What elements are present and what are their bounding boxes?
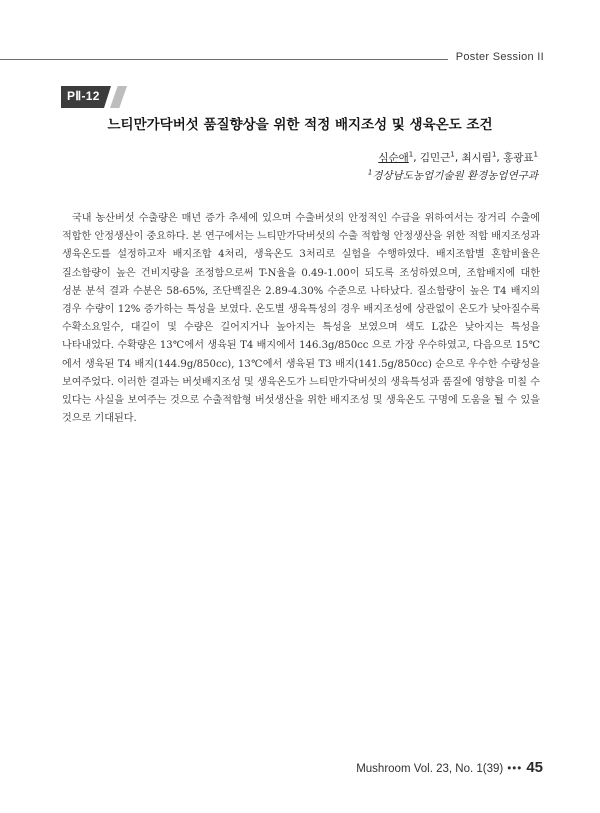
journal-citation: Mushroom Vol. 23, No. 1(39) [356,763,504,775]
section-header: Poster Session II [455,51,544,63]
page-footer [356,759,543,777]
author: 최시림 [461,152,492,164]
affiliation-mark: 1 [367,168,373,177]
author-list: 심순애$^1$, 김민근$^1$, 최시림$^1$, 홍광표$^1$ [378,150,538,164]
footer-dots: ••• [507,763,523,775]
author-affiliation-mark: 1 [408,150,414,159]
paper-code-badge [61,86,127,108]
page-number: 45 [526,759,543,776]
paper-title: 느티만가닥버섯 품질향상을 위한 적정 배지조성 및 생육온도 조건 [107,117,493,133]
author: 김민근 [419,152,451,164]
author-affiliation-mark: 1 [491,150,497,159]
author: 홍광표 [503,152,534,164]
author-affiliation-mark: 1 [450,150,455,159]
author-presenter: 심순애 [378,152,409,164]
abstract-body: 국내 농산버섯 수출량은 매년 증가 추세에 있으며 수출버섯의 안정적인 수급을 위하여서는 장거리 수출에 적합한 안정생산이 중요하다. 본 연구에서는 느티만가닥버섯의 수출 적합형 안정생산을 위한 적합 배지조성과 생육온도를 설정하고자 배지조합 4처리, 생육온도 3처리로 실험을 수행하였다. 배지조합별 혼합비율은 질소함량이 높은 건비지량을 조정함으로써 T-N율을 0.49-1.00이 되도록 조성하였으며, 조합배지에 대한 성분 분석 결과 수분은 58-65%, 조단백질은 2.89-4.30% 수준으로 나타났다. 질소함량이 높은 T4 배지의 경우 수량이 12% 증가하는 특성을 보였다. 온도별 생육특성의 경우 배지조성에 상관없이 온도가 낮아질수록 수확소요일수, 대길이 및 수량은 길어지거나 높아지는 특성을 보였으며 색도 L값은 낮아지는 특성을 나타내었다. 수확량은 13℃에서 생육된 T4 배지에서 146.3g/850cc 으로 가장 우수하였고, 다음으로 15℃에서 생육된 T4 배지(144.9g/850cc), 13℃에서 생육된 T3 배지(141.5g/850cc) 순으로 우수한 수량성을 보여주었다. 이러한 결과는 버섯배지조성 및 생육온도가 느티만가닥버섯의 생육특성과 품질에 영향을 미칠 수 있다는 사실을 보여주는 것으로 수출적합형 버섯생산을 위한 배지조성 및 생육온도 구명에 도움을 될 수 있을 것으로 기대된다. [62,213,540,425]
header-rule [0,59,448,60]
author-affiliation-mark: 1 [533,150,538,159]
paper-code: PⅡ-12 [67,89,100,103]
badge-light-slash [110,86,127,108]
affiliation-name: 경상남도농업기술원 환경농업연구과 [372,170,538,182]
affiliation [368,168,538,183]
